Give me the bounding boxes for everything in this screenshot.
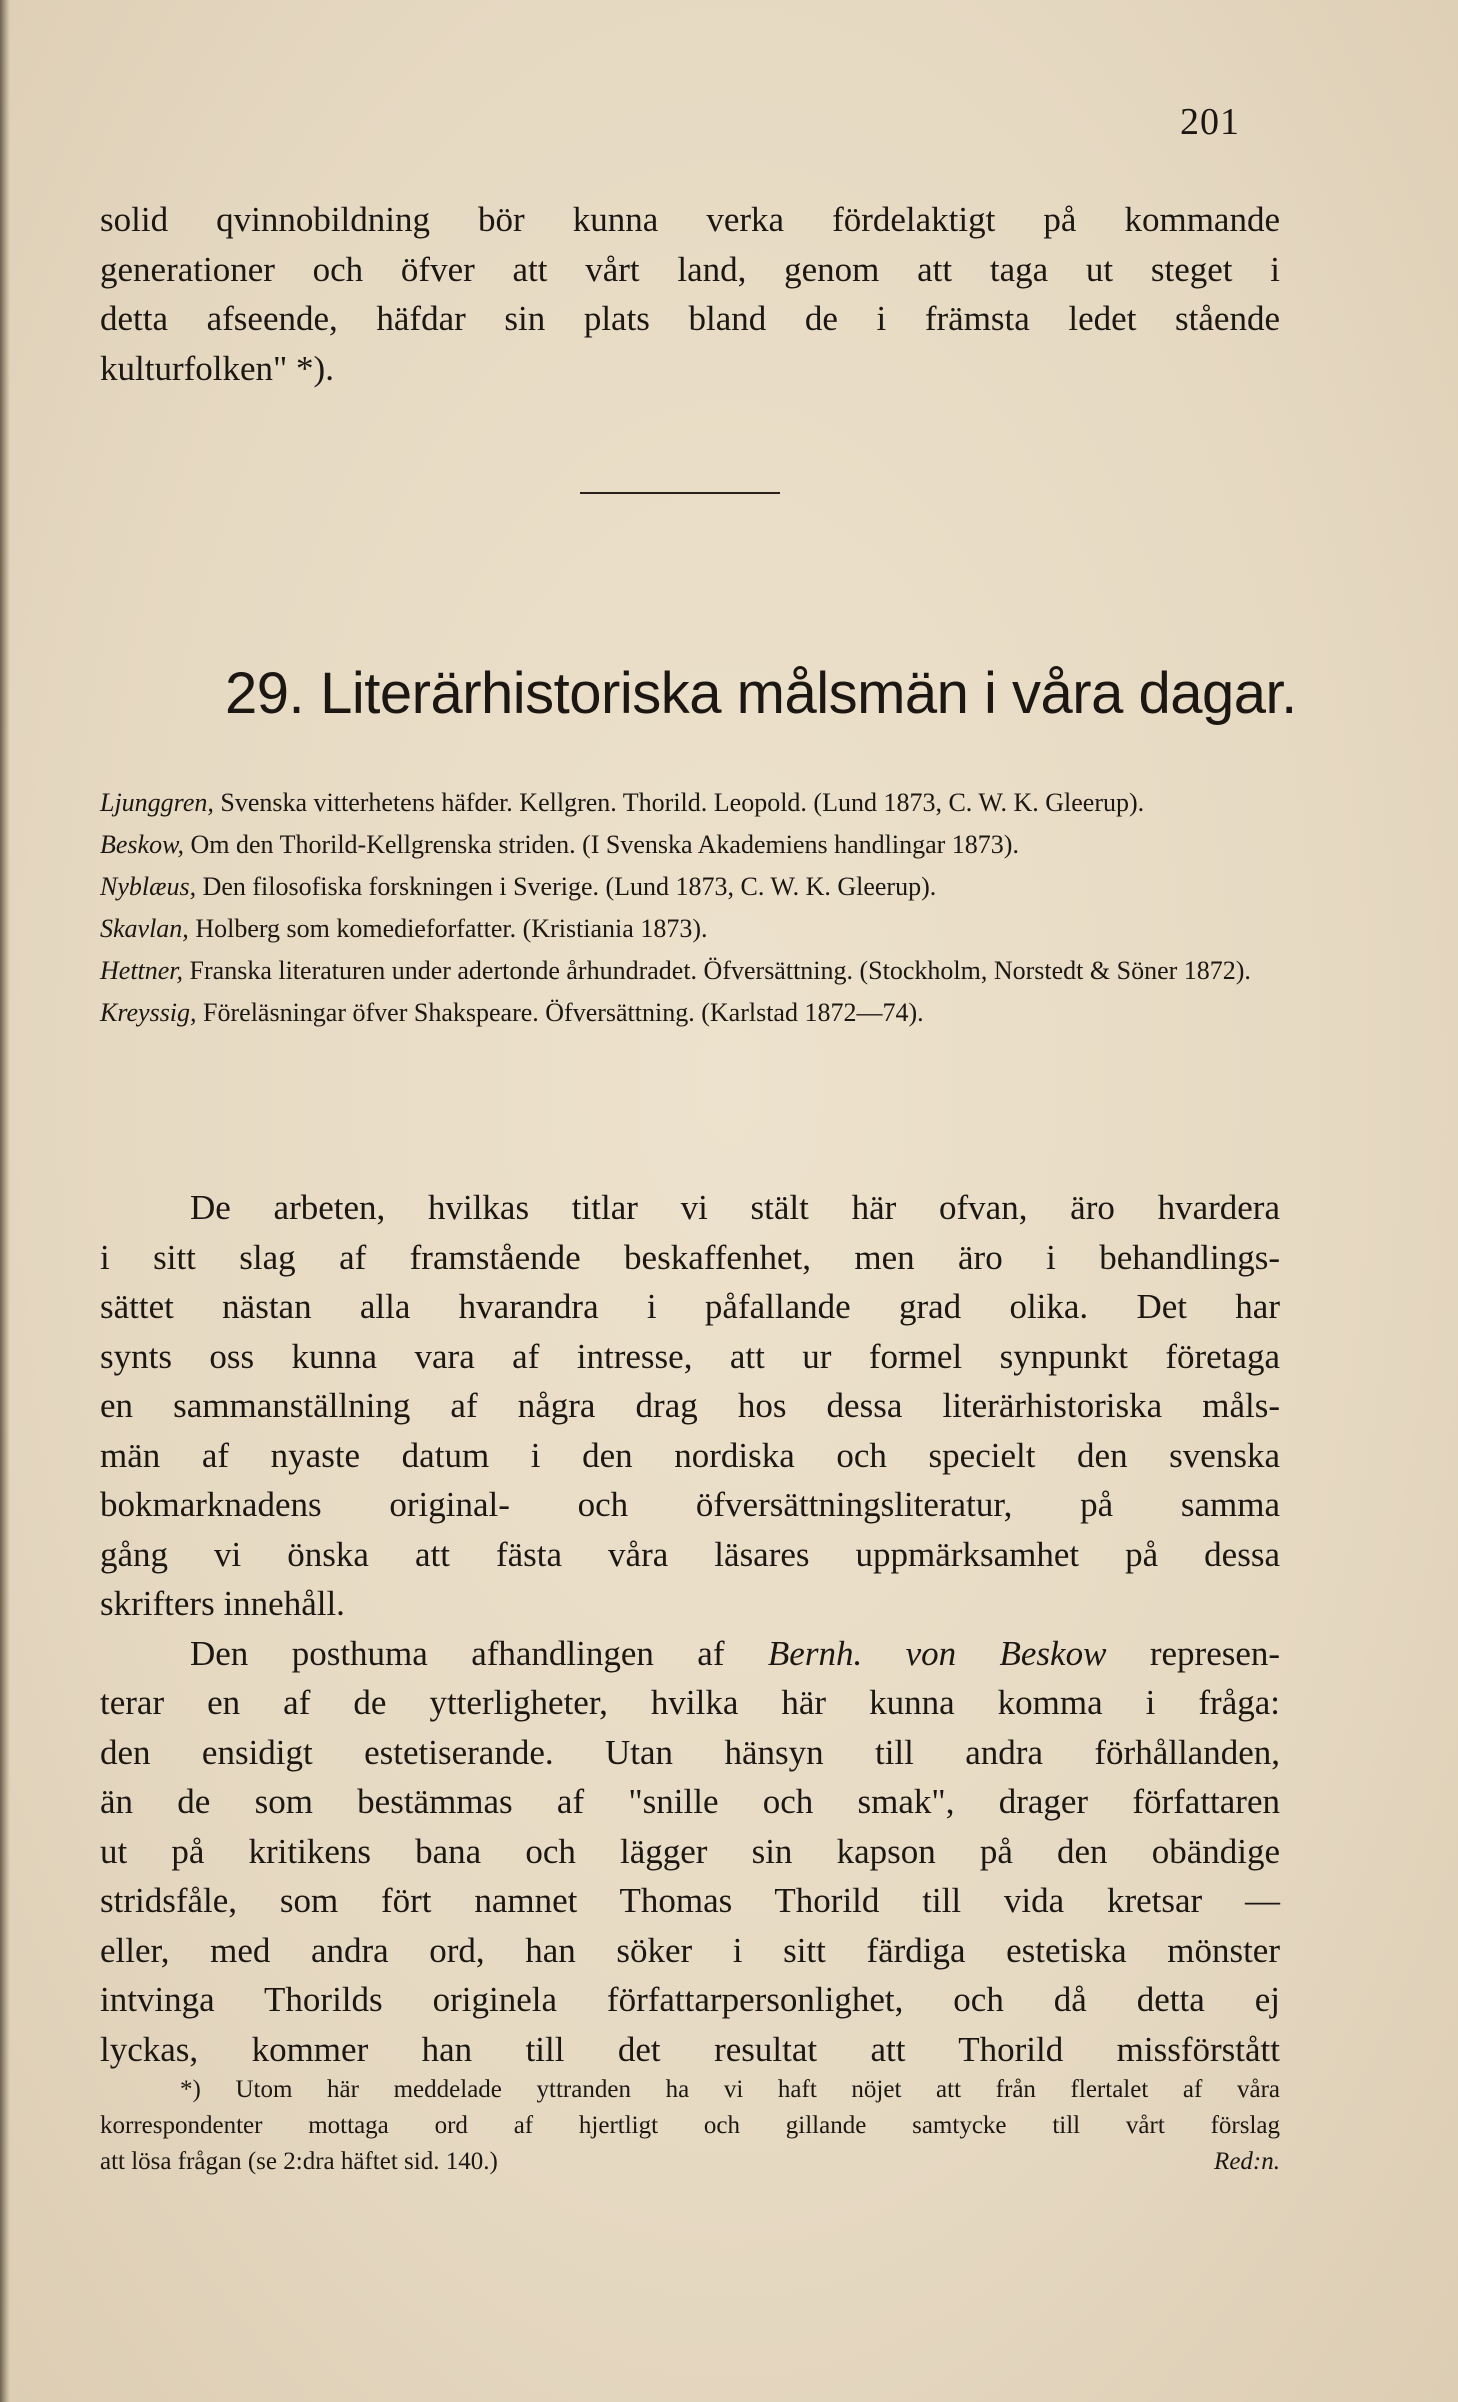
reference-list (100, 787, 1280, 1039)
text-line: ut på kritikens bana och lägger sin kapson på den obändige (100, 1831, 1280, 1871)
text-line: män af nyaste datum i den nordiska och specielt den svenska (100, 1435, 1280, 1475)
text-line: intvinga Thorilds originela författarpersonlighet, och då detta ej (100, 1980, 1280, 2019)
text-line: skrifters innehåll. (100, 1584, 345, 1623)
reference-author: Kreyssig, (100, 998, 197, 1027)
reference-entry (100, 997, 1280, 1029)
footnote-line (100, 2144, 1280, 2180)
reference-text: Föreläsningar öfver Shakspeare. Öfversättning. (Karlstad 1872—74). (203, 998, 924, 1027)
text-line: en sammanställning af några drag hos dessa literärhistoriska måls- (100, 1386, 1280, 1425)
text-line: sättet nästan alla hvarandra i påfallande grad olika. Det har (100, 1287, 1280, 1326)
reference-author: Beskow, (100, 830, 184, 859)
reference-author: Nyblæus, (100, 872, 197, 901)
reference-entry (100, 871, 1280, 903)
text-line: eller, med andra ord, han söker i sitt färdiga estetiska mönster (100, 1930, 1280, 1970)
reference-text: Svenska vitterhetens häfder. Kellgren. Thorild. Leopold. (Lund 1873, C. W. K. Gleerup). (220, 788, 1145, 817)
reference-entry (100, 787, 1280, 819)
text-line: lyckas, kommer han till det resultat att Thorild missförstått (100, 2029, 1280, 2069)
text-line: terar en af de ytterligheter, hvilka här kunna komma i fråga: (100, 1683, 1280, 1722)
text-line: bokmarknadens original- och öfversättningsliteratur, på samma (100, 1485, 1280, 1524)
text-line: den ensidigt estetiserande. Utan hänsyn till andra förhållanden, (100, 1732, 1280, 1772)
section-divider (580, 492, 780, 494)
section-number: 29. (225, 661, 305, 726)
text-line: stridsfåle, som fört namnet Thomas Thorild till vida kretsar — (100, 1881, 1280, 1920)
footnote-line: korrespondenter mottaga ord af hjertligt och gillande samtycke till vårt förslag (100, 2112, 1280, 2139)
text-line: De arbeten, hvilkas titlar vi stält här ofvan, äro hvardera (190, 1188, 1280, 1227)
text-fragment: represen- (1149, 1633, 1281, 1673)
reference-author: Skavlan, (100, 914, 189, 943)
text-line: kulturfolken" *). (100, 348, 334, 388)
section-heading (225, 660, 1297, 727)
text-fragment: Den posthuma afhandlingen af (190, 1633, 725, 1673)
reference-text: Franska literaturen under adertonde århundradet. Öfversättning. (Stockholm, Norstedt & Söner 1872). (189, 956, 1251, 985)
text-line: generationer och öfver att vårt land, genom att taga ut steget i (100, 249, 1280, 289)
footnote (100, 2072, 1280, 2180)
text-line: synts oss kunna vara af intresse, att ur formel synpunkt företaga (100, 1336, 1280, 1376)
reference-text: Holberg som komedieforfatter. (Kristiania 1873). (195, 914, 708, 943)
text-line: gång vi önska att fästa våra läsares uppmärksamhet på dessa (100, 1534, 1280, 1574)
opening-paragraph (100, 195, 1280, 393)
reference-entry (100, 913, 1280, 945)
text-line: i sitt slag af framstående beskaffenhet, men äro i behandlings- (100, 1237, 1280, 1277)
text-line: solid qvinnobildning bör kunna verka fördelaktigt på kommande (100, 200, 1280, 239)
reference-author: Ljunggren, (100, 788, 214, 817)
reference-entry (100, 829, 1280, 861)
text-line: än de som bestämmas af "snille och smak", drager författaren (100, 1782, 1280, 1821)
text-line (100, 1629, 1280, 1679)
footnote-text: att lösa frågan (se 2:dra häftet sid. 140.) (100, 2148, 498, 2175)
footnote-line: *) Utom här meddelade yttranden ha vi haft nöjet att från flertalet af våra (180, 2076, 1280, 2103)
reference-entry (100, 955, 1280, 987)
page-binding-edge (0, 0, 10, 2402)
reference-author: Hettner, (100, 956, 184, 985)
page-number: 201 (1180, 101, 1240, 143)
italic-name: Bernh. von Beskow (767, 1633, 1107, 1673)
reference-text: Om den Thorild-Kellgrenska striden. (I Svenska Akademiens handlingar 1873). (190, 830, 1019, 859)
footnote-signature: Red:n. (1214, 2148, 1280, 2175)
text-line: detta afseende, häfdar sin plats bland de i främsta ledet stående (100, 299, 1280, 338)
section-title: Literärhistoriska målsmän i våra dagar. (320, 661, 1297, 726)
reference-text: Den filosofiska forskningen i Sverige. (Lund 1873, C. W. K. Gleerup). (202, 872, 937, 901)
body-paragraphs (100, 1183, 1280, 2074)
